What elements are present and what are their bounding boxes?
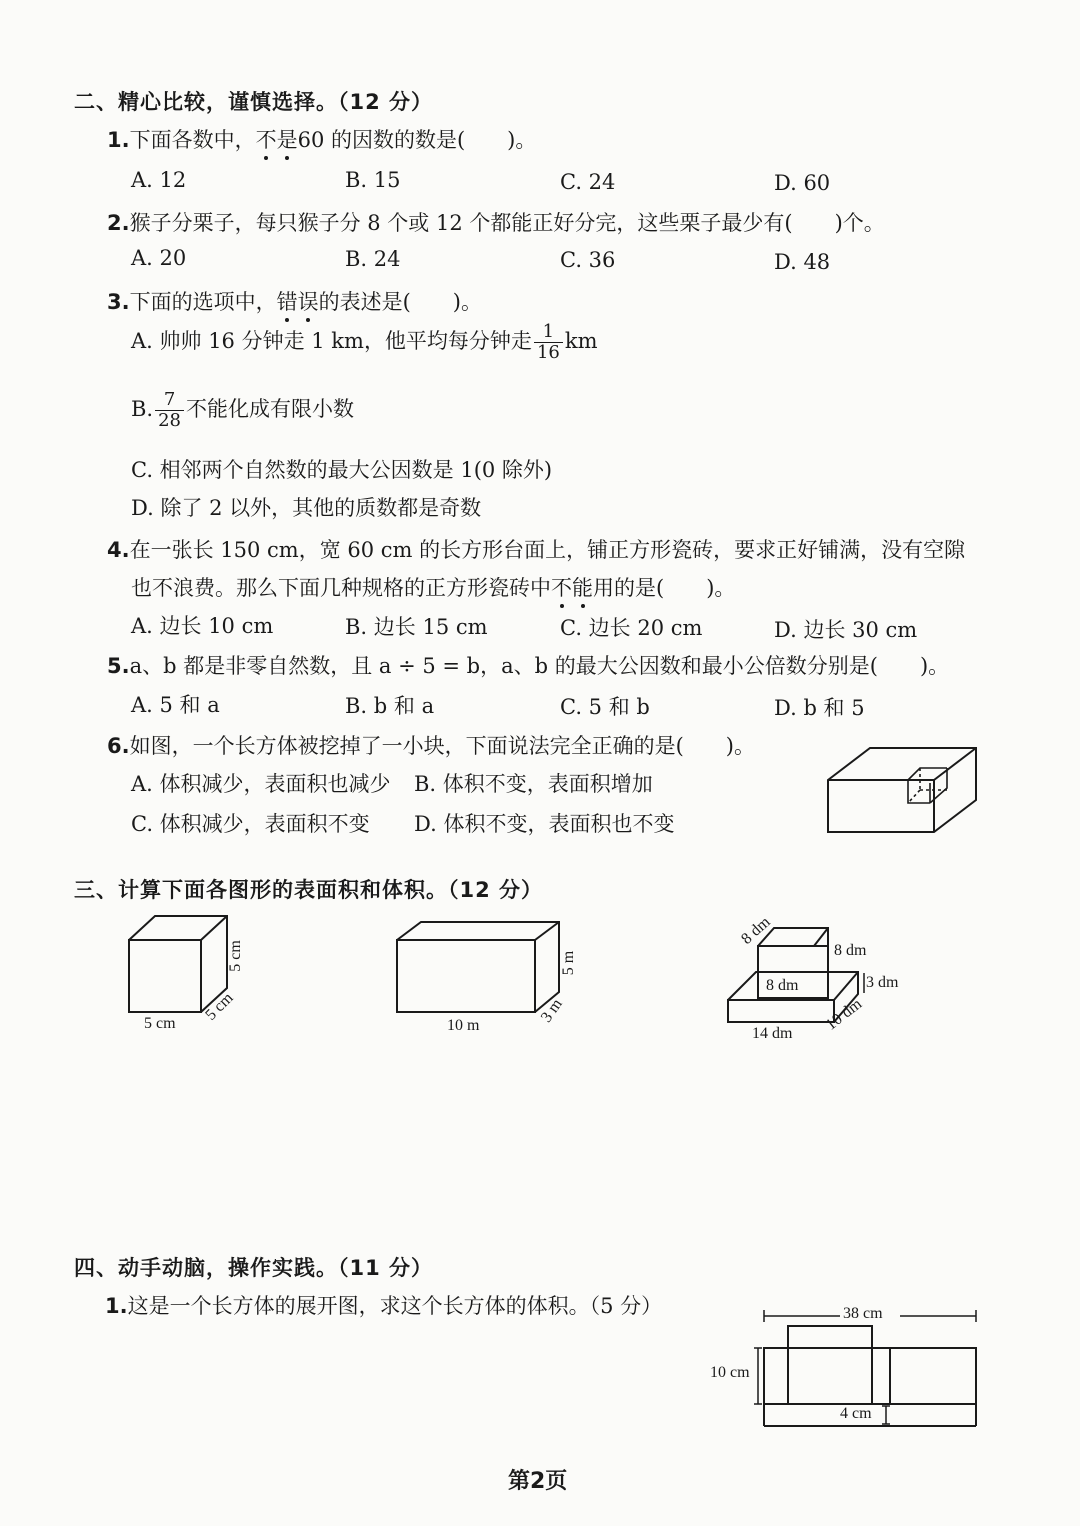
q1-option-d[interactable]: D. 60 bbox=[774, 171, 831, 195]
emphasis-char: 是 bbox=[276, 128, 298, 152]
stacked-top-depth-label: 8 dm bbox=[738, 913, 774, 948]
question-5-number: 5. bbox=[107, 654, 130, 678]
question-4-text: 在一张长 150 cm，宽 60 cm 的长方形台面上，铺正方形瓷砖，要求正好铺满，没有空隙 bbox=[129, 538, 966, 562]
section4-title: 四、动手动脑，操作实践。（11 分） bbox=[74, 1256, 434, 1280]
cuboid-depth-label: 3 m bbox=[537, 995, 566, 1026]
question-2-number: 2. bbox=[107, 211, 130, 235]
fraction bbox=[155, 390, 184, 431]
net-thickness-label: 4 cm bbox=[840, 1405, 872, 1422]
cuboid-length-label: 10 m bbox=[447, 1017, 480, 1034]
q1-option-a[interactable]: A. 12 bbox=[131, 168, 187, 192]
q3-option-a[interactable] bbox=[131, 322, 597, 363]
emphasis-char: 不 bbox=[255, 128, 277, 152]
question-2 bbox=[107, 207, 885, 237]
question-4-line2 bbox=[131, 572, 735, 602]
stacked-top-width-label: 8 dm bbox=[766, 977, 799, 994]
question-4-line1 bbox=[107, 534, 965, 564]
question-5 bbox=[107, 650, 949, 680]
q4-option-a[interactable]: A. 边长 10 cm bbox=[131, 614, 274, 638]
q4-option-d[interactable]: D. 边长 30 cm bbox=[774, 618, 918, 642]
q2-option-c[interactable]: C. 36 bbox=[560, 248, 616, 272]
emphasis-char: 错 bbox=[276, 290, 298, 314]
question-4-number: 4. bbox=[107, 538, 130, 562]
q5-option-a[interactable]: A. 5 和 a bbox=[131, 693, 220, 717]
question-1-post: 60 的因数的数是( )。 bbox=[297, 128, 537, 152]
section4-question-1-number: 1. bbox=[105, 1294, 128, 1318]
question-6-text: 如图，一个长方体被挖掉了一小块，下面说法完全正确的是( )。 bbox=[129, 734, 755, 758]
q6-option-a[interactable]: A. 体积减少，表面积也减少 bbox=[131, 772, 391, 796]
section2-title: 二、精心比较，谨慎选择。（12 分） bbox=[74, 90, 434, 114]
fraction-numerator: 1 bbox=[534, 322, 563, 343]
q2-option-d[interactable]: D. 48 bbox=[774, 250, 831, 274]
cuboid-height-label: 5 m bbox=[560, 950, 578, 976]
section4-question-1-text: 这是一个长方体的展开图，求这个长方体的体积。（5 分） bbox=[127, 1294, 663, 1318]
q6-option-d[interactable]: D. 体积不变，表面积也不变 bbox=[414, 812, 675, 836]
q3-option-d[interactable]: D. 除了 2 以外，其他的质数都是奇数 bbox=[131, 496, 482, 520]
q6-option-c[interactable]: C. 体积减少，表面积不变 bbox=[131, 812, 370, 836]
cube-height-label: 5 cm bbox=[226, 940, 244, 972]
emphasis-char: 误 bbox=[297, 290, 319, 314]
q3-option-b-text: 不能化成有限小数 bbox=[186, 397, 355, 421]
net-length-label: 38 cm bbox=[843, 1305, 883, 1322]
question-1-pre: 下面各数中， bbox=[129, 128, 256, 152]
q1-option-b[interactable]: B. 15 bbox=[345, 168, 401, 192]
question-5-text: a、b 都是非零自然数，且 a ÷ 5 = b，a、b 的最大公因数和最小公倍数分别是( )。 bbox=[129, 654, 950, 678]
question-4-line2-post: 用的是( )。 bbox=[593, 576, 736, 600]
cube-front-label: 5 cm bbox=[144, 1015, 176, 1032]
fraction-numerator: 7 bbox=[155, 390, 184, 411]
question-4-line2-pre: 也不浪费。那么下面几种规格的正方形瓷砖中 bbox=[131, 576, 551, 600]
q3-option-c[interactable]: C. 相邻两个自然数的最大公因数是 1(0 除外) bbox=[131, 458, 553, 482]
emphasis-char: 能 bbox=[572, 576, 593, 600]
q3-option-b-letter: B. bbox=[131, 397, 154, 421]
section3-title: 三、计算下面各图形的表面积和体积。（12 分） bbox=[74, 878, 544, 902]
q5-option-b[interactable]: B. b 和 a bbox=[345, 694, 435, 718]
cube-depth-label: 5 cm bbox=[202, 989, 237, 1024]
stacked-base-depth-label: 10 dm bbox=[822, 995, 866, 1034]
question-1 bbox=[107, 124, 536, 154]
emphasis-char: 不 bbox=[551, 576, 572, 600]
net-height-label: 10 cm bbox=[710, 1364, 750, 1381]
question-3-pre: 下面的选项中， bbox=[129, 290, 277, 314]
stacked-top-height-label: 8 dm bbox=[834, 942, 867, 959]
q4-option-b[interactable]: B. 边长 15 cm bbox=[345, 615, 488, 639]
fraction-denominator: 28 bbox=[158, 410, 182, 431]
q2-option-a[interactable]: A. 20 bbox=[131, 246, 187, 270]
q5-option-c[interactable]: C. 5 和 b bbox=[560, 695, 650, 719]
q5-option-d[interactable]: D. b 和 5 bbox=[774, 696, 865, 720]
fraction-denominator: 16 bbox=[536, 342, 560, 363]
q6-option-b[interactable]: B. 体积不变，表面积增加 bbox=[414, 772, 653, 796]
q3-option-a-text: A. 帅帅 16 分钟走 1 km，他平均每分钟走 bbox=[131, 329, 532, 353]
q3-option-b[interactable] bbox=[131, 390, 354, 431]
section4-question-1 bbox=[105, 1290, 662, 1320]
q3-option-a-unit: km bbox=[564, 329, 598, 353]
fraction bbox=[534, 322, 563, 363]
question-3-post: 的表述是( )。 bbox=[318, 290, 482, 314]
question-3-number: 3. bbox=[107, 290, 130, 314]
question-3 bbox=[107, 286, 482, 316]
stacked-base-height-label: 3 dm bbox=[866, 974, 899, 991]
question-1-number: 1. bbox=[107, 128, 130, 152]
question-6-number: 6. bbox=[107, 734, 130, 758]
question-6 bbox=[107, 730, 755, 760]
question-2-text: 猴子分栗子，每只猴子分 8 个或 12 个都能正好分完，这些栗子最少有( )个。 bbox=[129, 211, 885, 235]
page-number: 第2页 bbox=[508, 1469, 568, 1494]
q4-option-c[interactable]: C. 边长 20 cm bbox=[560, 616, 703, 640]
stacked-base-length-label: 14 dm bbox=[752, 1025, 793, 1042]
q1-option-c[interactable]: C. 24 bbox=[560, 170, 616, 194]
carved-cuboid-figure bbox=[820, 740, 980, 840]
q2-option-b[interactable]: B. 24 bbox=[345, 247, 401, 271]
